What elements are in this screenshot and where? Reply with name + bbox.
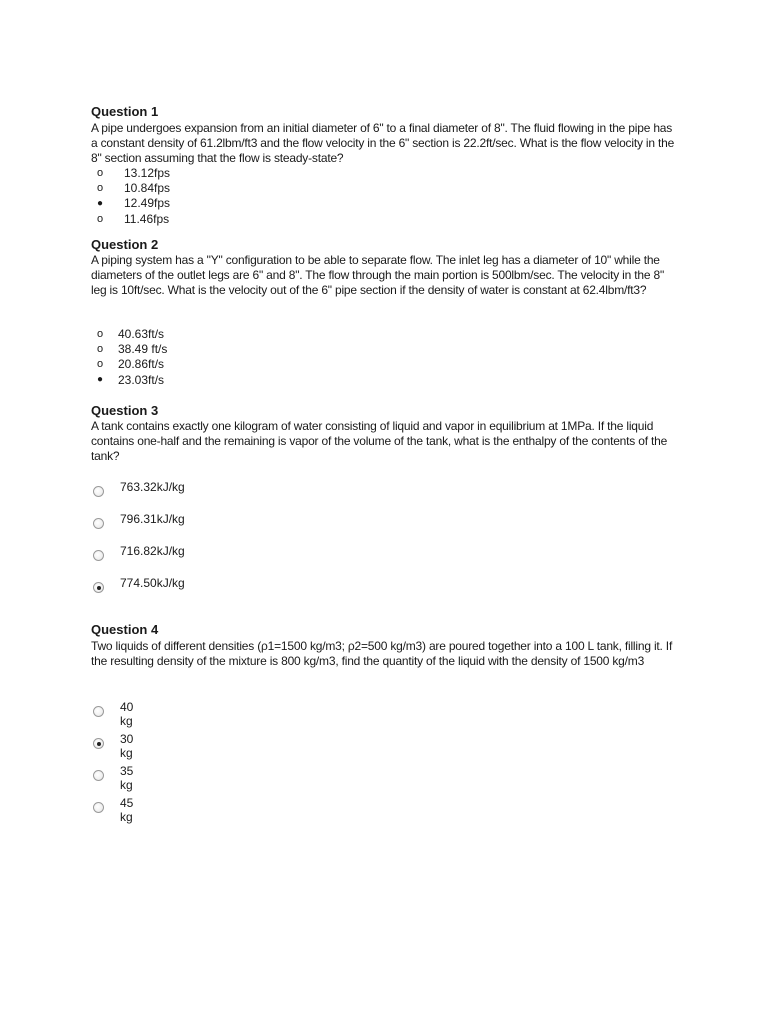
option-label: 11.46fps: [124, 211, 170, 226]
radio-button[interactable]: [93, 486, 104, 497]
radio-button[interactable]: [93, 518, 104, 529]
question-3-title: Question 3: [91, 403, 159, 418]
empty-bullet-icon: o: [97, 212, 104, 225]
option-label: 13.12fps: [124, 165, 171, 180]
question-4-title: Question 4: [91, 622, 159, 637]
option-label: 763.32kJ/kg: [120, 480, 185, 494]
option-item[interactable]: [97, 341, 167, 356]
option-label: 40.63ft/s: [118, 326, 165, 341]
question-1-title: Question 1: [91, 104, 159, 119]
option-item[interactable]: [97, 196, 170, 211]
question-4-text: Two liquids of different densities (ρ1=1500 kg/m3; ρ2=500 kg/m3) are poured together into a 100 L tank, filling it. If the resulting density of the mixture is 800 kg/m3, find the quantity of the liquid with the density of 1500 kg/m3: [91, 639, 673, 668]
question-1-options: [97, 165, 170, 227]
empty-bullet-icon: o: [97, 182, 104, 195]
empty-bullet-icon: o: [97, 343, 104, 356]
radio-button[interactable]: [93, 550, 104, 561]
filled-bullet-icon: ●: [97, 374, 104, 386]
empty-bullet-icon: o: [97, 327, 104, 340]
option-label: 10.84fps: [124, 181, 171, 196]
filled-bullet-icon: ●: [97, 197, 104, 209]
option-item[interactable]: [97, 357, 167, 372]
option-label: 23.03ft/s: [118, 372, 165, 387]
option-label: 12.49fps: [124, 196, 171, 211]
option-item[interactable]: [97, 372, 167, 387]
empty-bullet-icon: o: [97, 358, 104, 371]
option-label: 35 kg: [120, 764, 134, 792]
option-label: 796.31kJ/kg: [120, 512, 185, 526]
option-item[interactable]: [97, 211, 170, 226]
option-label: 40 kg: [120, 700, 134, 728]
radio-button-selected[interactable]: [93, 582, 104, 593]
empty-bullet-icon: o: [97, 166, 104, 179]
option-label: 20.86ft/s: [118, 357, 165, 372]
option-label: 30 kg: [120, 732, 134, 760]
radio-button[interactable]: [93, 802, 104, 813]
option-item[interactable]: [97, 165, 170, 180]
question-1-text: A pipe undergoes expansion from an initial diameter of 6" to a final diameter of 8". The fluid flowing in the pipe has a constant density of 61.2lbm/ft3 and the flow velocity in the 6" section is 22.2ft/sec. What is the flow velocity in the 8" section assuming that the flow is steady-state?: [91, 121, 675, 165]
radio-button[interactable]: [93, 770, 104, 781]
radio-button-selected[interactable]: [93, 738, 104, 749]
option-label: 774.50kJ/kg: [120, 576, 185, 590]
option-item[interactable]: [97, 180, 170, 195]
option-item[interactable]: [97, 326, 167, 341]
question-2-options: [97, 326, 167, 388]
question-2-text: A piping system has a "Y" configuration to be able to separate flow. The inlet leg has a diameter of 10" while the diameters of the outlet legs are 6" and 8". The flow through the main portion is 500lbm/sec. The velocity in the 8" leg is 10ft/sec. What is the velocity out of the 6" pipe section if the density of water is constant at 62.4lbm/ft3?: [91, 253, 665, 297]
question-2-title: Question 2: [91, 237, 159, 252]
option-label: 38.49 ft/s: [118, 342, 168, 357]
option-label: 45 kg: [120, 796, 134, 824]
question-3-text: A tank contains exactly one kilogram of water consisting of liquid and vapor in equilibrium at 1MPa. If the liquid contains one-half and the remaining is vapor of the volume of the tank, what is the enthalpy of the contents of the tank?: [91, 419, 668, 463]
radio-button[interactable]: [93, 706, 104, 717]
option-label: 716.82kJ/kg: [120, 544, 185, 558]
